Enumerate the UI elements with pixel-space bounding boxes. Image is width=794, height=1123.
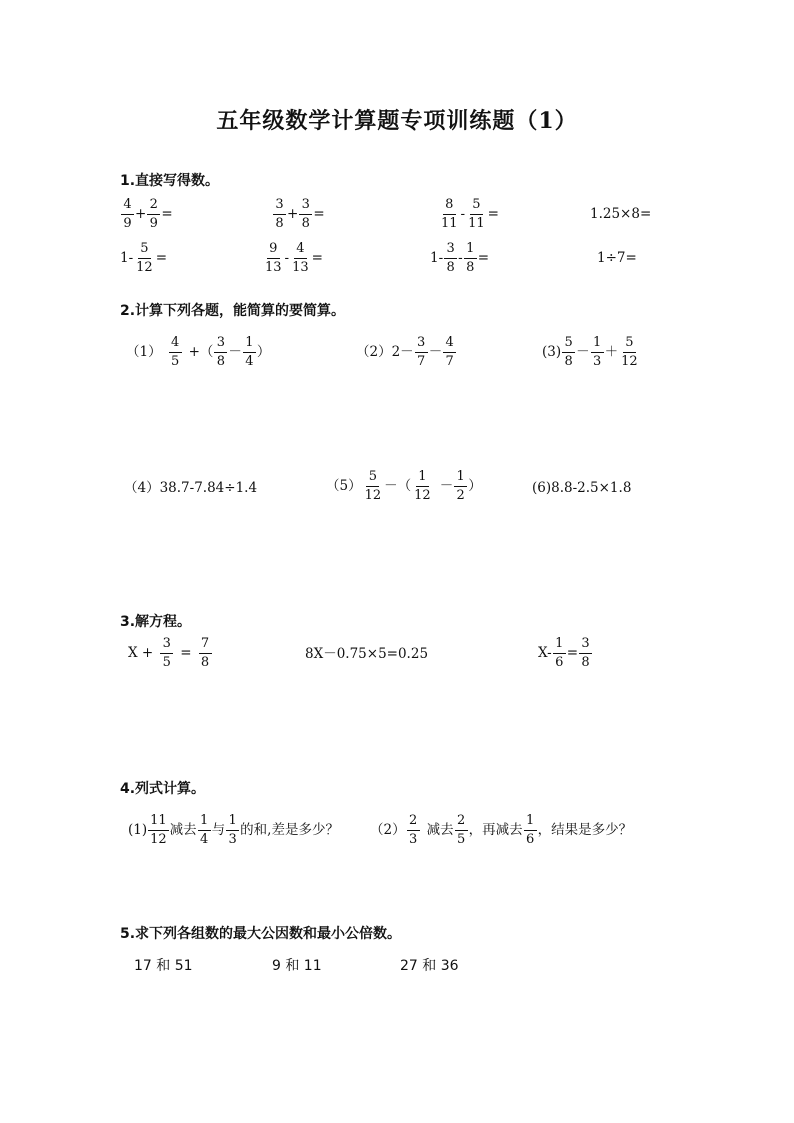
problem-2-1: （1） $\frac{4}{5}$ +（ $\frac{3}{8}$ － $\frac{1}{4}$ ）: [126, 335, 271, 369]
problem-1g: 1- $\frac{3}{8}$ - $\frac{1}{8}$ =: [430, 241, 490, 275]
fraction: $\frac{8}{11}$: [441, 197, 458, 231]
fraction: $\frac{7}{8}$: [199, 637, 212, 671]
equation-3: X- $\frac{1}{6}$ = $\frac{3}{8}$: [538, 637, 593, 671]
problem-2-5: （5） $\frac{5}{12}$ －（ $\frac{1}{12}$ － $\frac{1}{2}$ ）: [326, 469, 482, 503]
fraction: $\frac{1}{8}$: [464, 242, 477, 276]
section-4-heading: 4.列式计算。: [120, 781, 206, 797]
fraction: $\frac{1}{6}$: [524, 814, 537, 848]
problem-2-3: (3) $\frac{5}{8}$ － $\frac{1}{3}$ ＋ $\frac{5}{12}$: [542, 335, 638, 369]
word-problem-2: （2） $\frac{2}{3}$ 减去 $\frac{2}{5}$ ，再减去 $\frac{1}{6}$ ，结果是多少？: [370, 813, 633, 847]
fraction: $\frac{1}{4}$: [198, 814, 211, 848]
equation-1: X + $\frac{3}{5}$ = $\frac{7}{8}$: [128, 637, 213, 671]
problem-1c: $\frac{8}{11}$ - $\frac{5}{11}$ =: [441, 197, 499, 231]
fraction: $\frac{1}{4}$: [243, 336, 256, 370]
number-pair-2: 9 和 11: [272, 958, 322, 974]
problem-1e: 1- $\frac{5}{12}$ =: [120, 241, 168, 275]
fraction: $\frac{5}{12}$: [621, 335, 638, 369]
problem-1d: 1.25×8=: [590, 206, 652, 222]
fraction: $\frac{1}{2}$: [454, 470, 467, 504]
fraction: $\frac{2}{3}$: [407, 814, 420, 848]
problem-1b: $\frac{3}{8}$ + $\frac{3}{8}$ =: [272, 198, 325, 232]
fraction: $\frac{5}{12}$: [136, 241, 153, 275]
word-problem-1: (1) $\frac{11}{12}$ 减去 $\frac{1}{4}$ 与 $\frac{1}{3}$ 的和,差是多少？: [128, 813, 339, 847]
fraction: $\frac{4}{7}$: [443, 336, 456, 370]
fraction: $\frac{1}{6}$: [553, 637, 566, 671]
fraction: $\frac{5}{12}$: [364, 469, 382, 503]
equation-2: 8X－0.75×5=0.25: [305, 646, 429, 662]
fraction: $\frac{5}{11}$: [468, 197, 485, 231]
problem-1h: 1÷7=: [597, 250, 637, 266]
problem-2-2: （2）2－ $\frac{3}{7}$ － $\frac{4}{7}$: [356, 336, 457, 370]
section-1-heading: 1.直接写得数。: [120, 173, 220, 189]
section-3-heading: 3.解方程。: [120, 614, 192, 630]
fraction: $\frac{1}{3}$: [591, 336, 604, 370]
section-2-heading: 2.计算下列各题，能简算的要简算。: [120, 303, 346, 319]
fraction: $\frac{2}{5}$: [455, 814, 468, 848]
fraction: $\frac{3}{7}$: [415, 336, 428, 370]
fraction: $\frac{9}{13}$: [265, 241, 282, 275]
number-pair-1: 17 和 51: [134, 958, 193, 974]
problem-2-6: (6)8.8-2.5×1.8: [532, 480, 632, 496]
section-5-heading: 5.求下列各组数的最大公因数和最小公倍数。: [120, 926, 402, 942]
fraction: $\frac{3}{8}$: [579, 637, 592, 671]
fraction: $\frac{11}{12}$: [150, 813, 167, 847]
problem-1f: $\frac{9}{13}$ - $\frac{4}{13}$ =: [265, 241, 323, 275]
fraction: $\frac{3}{8}$: [299, 198, 312, 232]
page-title: 五年级数学计算题专项训练题（1）: [216, 108, 578, 134]
fraction: $\frac{1}{12}$: [414, 469, 431, 503]
fraction: $\frac{3}{8}$: [273, 198, 286, 232]
fraction: $\frac{4}{13}$: [292, 241, 309, 275]
fraction: $\frac{1}{3}$: [226, 814, 239, 848]
fraction: $\frac{3}{8}$: [444, 242, 457, 276]
fraction: $\frac{2}{9}$: [147, 198, 160, 232]
number-pair-3: 27 和 36: [400, 958, 459, 974]
fraction: $\frac{3}{8}$: [214, 336, 227, 370]
fraction: $\frac{4}{5}$: [169, 336, 182, 370]
problem-2-4: （4）38.7-7.84÷1.4: [124, 480, 258, 496]
problem-1a: $\frac{4}{9}$ + $\frac{2}{9}$ =: [120, 198, 173, 232]
fraction: $\frac{5}{8}$: [562, 336, 575, 370]
fraction: $\frac{3}{5}$: [160, 637, 173, 671]
fraction: $\frac{4}{9}$: [121, 198, 134, 232]
